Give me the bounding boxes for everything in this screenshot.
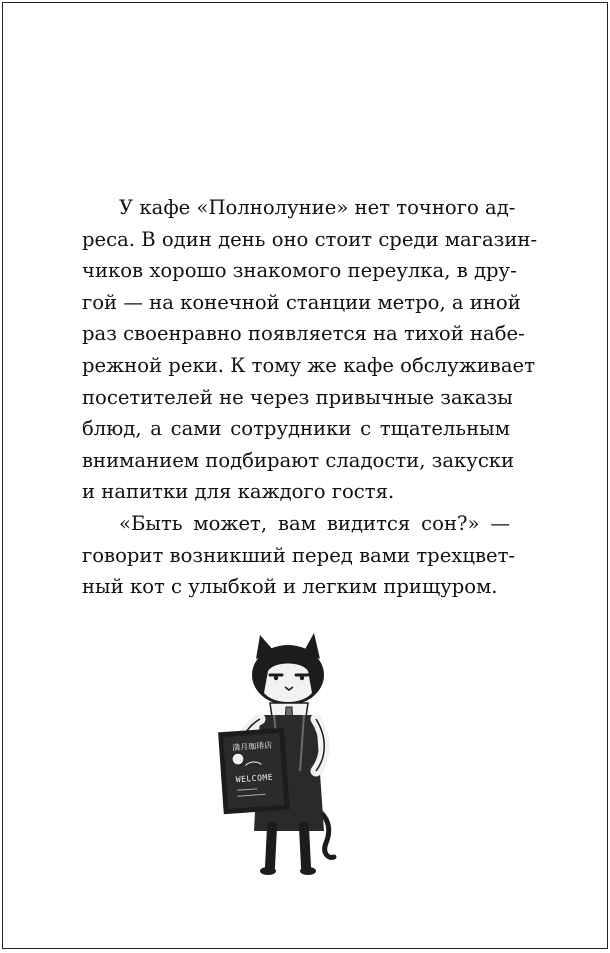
text-line: раз своенравно появляется на тихой набе- <box>82 322 525 346</box>
sign-welcome: WELCOME <box>235 772 274 785</box>
cat-leg-left <box>270 827 272 867</box>
text-line: посетителей не через привычные заказы <box>82 385 513 409</box>
body-text <box>82 192 538 603</box>
paragraph-1 <box>82 192 538 508</box>
text-line: ный кот с улыбкой и легким прищуром. <box>82 575 498 599</box>
cat-leg-right <box>304 827 306 867</box>
text-line: вниманием подбирают сладости, закуски <box>82 448 515 472</box>
text-line: блюд, а сами сотрудники с тщательным <box>82 417 510 441</box>
book-page <box>2 2 608 949</box>
cat-waiter-illustration <box>208 631 348 881</box>
sign-header: 満月珈琲店 <box>231 740 273 753</box>
welcome-sign <box>219 729 288 813</box>
text-line: У кафе «Полнолуние» нет точного ад- <box>119 196 516 219</box>
text-line: говорит возникший перед вами трехцвет- <box>82 543 516 567</box>
text-line: «Быть может, вам видится сон?» — <box>119 511 510 535</box>
text-line: реса. В один день оно стоит среди магазин- <box>82 227 538 251</box>
text-line: режной реки. К тому же кафе обслуживает <box>82 353 535 377</box>
text-line: чиков хорошо знакомого переулка, в дру- <box>82 259 517 283</box>
paragraph-2 <box>82 508 516 603</box>
text-line: и напитки для каждого гостя. <box>82 480 395 504</box>
text-line: гой — на конечной станции метро, а иной <box>82 290 521 314</box>
